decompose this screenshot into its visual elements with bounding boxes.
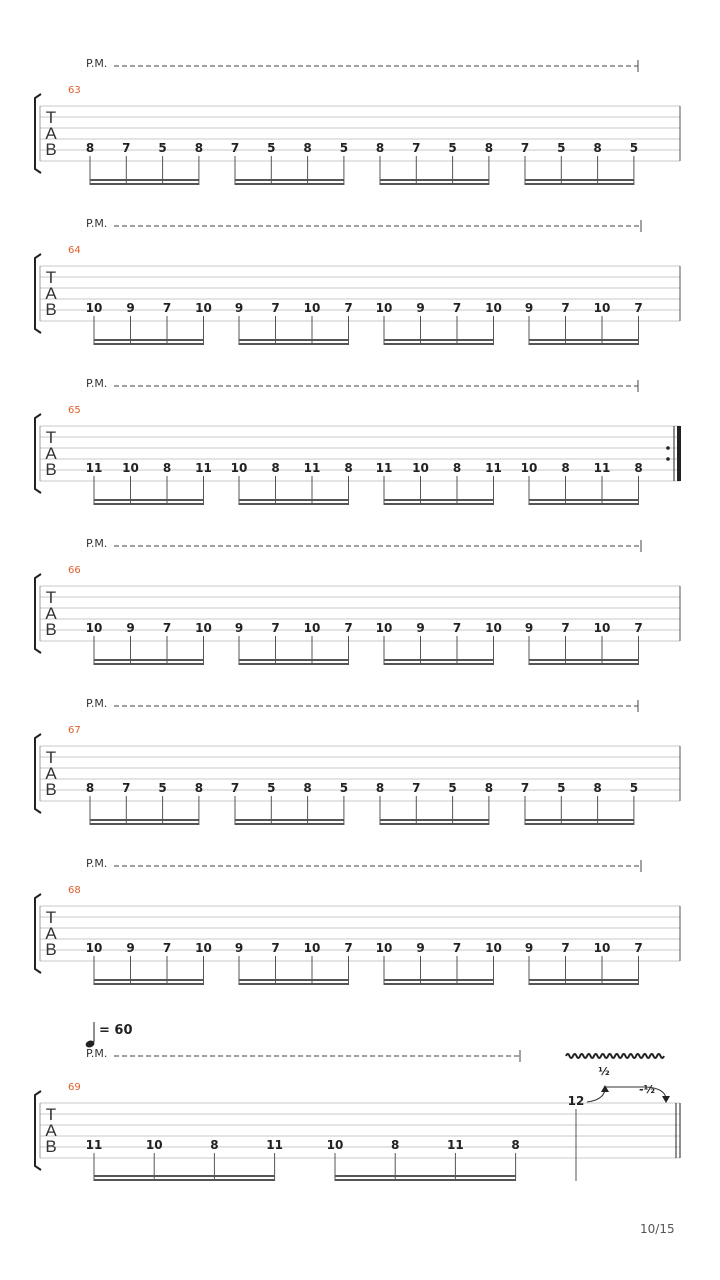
fret-number: 7: [520, 781, 530, 795]
fret-number: 10: [122, 461, 139, 475]
tab-letter-t: T: [45, 748, 57, 767]
fret-number: 9: [234, 621, 244, 635]
fret-number: 7: [412, 141, 421, 155]
fret-number: 11: [195, 461, 212, 475]
fret-number: 7: [344, 941, 353, 955]
fret-number: 10: [485, 621, 502, 635]
bend-up-label: ½: [598, 1065, 610, 1078]
fret-number: 7: [271, 621, 280, 635]
fret-number: 9: [234, 941, 244, 955]
fret-number: 10: [375, 941, 393, 955]
tempo-marking: = 60: [99, 1023, 133, 1038]
fret-number: 8: [375, 141, 385, 155]
tab-letter-a: A: [45, 1121, 57, 1140]
fret-number: 5: [557, 781, 566, 795]
tab-letter-a: A: [45, 284, 57, 303]
fret-number: 5: [557, 141, 566, 155]
fret-number: 8: [303, 141, 312, 155]
tab-letter-a: A: [45, 924, 57, 943]
fret-number: 8: [484, 141, 494, 155]
fret-number: 10: [303, 301, 321, 315]
measure-number: 67: [68, 725, 81, 736]
fret-number: 11: [85, 1138, 103, 1152]
system-68: [35, 857, 680, 985]
fret-number: 10: [485, 301, 502, 315]
fret-number: 8: [344, 461, 353, 475]
fret-number: 8: [634, 461, 643, 475]
tab-letter-t: T: [45, 1105, 57, 1124]
fret-number: 7: [162, 621, 172, 635]
fret-number: 9: [416, 941, 425, 955]
fret-number: 7: [634, 301, 643, 315]
fret-number: 10: [230, 461, 248, 475]
palm-mute-label: P.M.: [86, 697, 108, 710]
fret-number: 10: [145, 1138, 163, 1152]
bend-release-label: -½: [639, 1083, 655, 1096]
fret-number: 9: [126, 621, 135, 635]
tab-letter-a: A: [45, 604, 57, 623]
fret-number: 8: [271, 461, 280, 475]
fret-number: 9: [126, 301, 135, 315]
fret-number: 5: [267, 141, 276, 155]
palm-mute-label: P.M.: [86, 857, 108, 870]
fret-number: 11: [266, 1138, 283, 1152]
fret-number: 10: [520, 461, 538, 475]
fret-number: 11: [485, 461, 502, 475]
fret-number: 11: [593, 461, 611, 475]
fret-number: 8: [593, 141, 602, 155]
fret-number: 7: [452, 301, 462, 315]
fret-number: 5: [629, 141, 639, 155]
tab-letter-b: B: [45, 780, 57, 799]
fret-number: 7: [561, 301, 570, 315]
fret-number: 10: [593, 621, 611, 635]
fret-number: 7: [230, 141, 240, 155]
page-number: 10/15: [640, 1222, 675, 1236]
fret-number: 9: [524, 621, 534, 635]
fret-number: 7: [162, 301, 172, 315]
fret-number: 11: [303, 461, 321, 475]
fret-number: 5: [267, 781, 276, 795]
fret-number: 10: [412, 461, 429, 475]
fret-number: 11: [375, 461, 393, 475]
tab-letter-b: B: [45, 140, 57, 159]
palm-mute-label: P.M.: [86, 537, 108, 550]
fret-number: 7: [634, 941, 643, 955]
fret-number: 10: [375, 301, 393, 315]
fret-number: 7: [122, 141, 131, 155]
fret-number: 5: [339, 781, 349, 795]
fret-number: 9: [416, 301, 425, 315]
fret-number: 7: [452, 621, 462, 635]
fret-number: 7: [634, 621, 643, 635]
system-63: [35, 57, 680, 185]
tab-letter-a: A: [45, 444, 57, 463]
fret-number: 7: [122, 781, 131, 795]
tab-letter-b: B: [45, 940, 57, 959]
fret-number: 10: [85, 941, 103, 955]
fret-number: 10: [326, 1138, 344, 1152]
fret-number: 7: [344, 621, 353, 635]
fret-number: 10: [593, 941, 611, 955]
fret-number: 10: [593, 301, 611, 315]
palm-mute-label: P.M.: [86, 57, 108, 70]
tab-letter-t: T: [45, 588, 57, 607]
fret-number: 8: [162, 461, 172, 475]
fret-number: 9: [416, 621, 425, 635]
system-64: [35, 217, 680, 345]
fret-number: 8: [85, 781, 95, 795]
tab-letter-a: A: [45, 764, 57, 783]
tab-letter-b: B: [45, 1137, 57, 1156]
fret-number: 7: [412, 781, 421, 795]
tab-letter-b: B: [45, 620, 57, 639]
system-67: [35, 697, 680, 825]
fret-number: 9: [524, 301, 534, 315]
tab-letter-b: B: [45, 460, 57, 479]
fret-number: 5: [629, 781, 639, 795]
fret-number: 7: [561, 941, 570, 955]
system-69: [35, 1022, 680, 1181]
measure-number: 68: [68, 885, 81, 896]
tab-letter-t: T: [45, 108, 57, 127]
fret-number: 9: [126, 941, 135, 955]
fret-number: 10: [195, 941, 212, 955]
fret-number: 8: [511, 1138, 520, 1152]
fret-number: 10: [85, 621, 103, 635]
fret-number: 11: [447, 1138, 464, 1152]
fret-number: 9: [234, 301, 244, 315]
measure-number: 63: [68, 85, 81, 96]
fret-number: 5: [448, 141, 457, 155]
palm-mute-label: P.M.: [86, 377, 108, 390]
fret-number: 7: [271, 941, 280, 955]
fret-number: 10: [303, 941, 321, 955]
fret-number: 5: [339, 141, 349, 155]
fret-number: 10: [85, 301, 103, 315]
fret-number: 7: [230, 781, 240, 795]
tab-letter-t: T: [45, 908, 57, 927]
fret-number: 10: [195, 301, 212, 315]
fret-number: 11: [85, 461, 103, 475]
fret-number: 8: [194, 781, 204, 795]
bend-fret-number: 12: [567, 1094, 585, 1108]
measure-number: 65: [68, 405, 81, 416]
repeat-dot: [666, 457, 670, 461]
tab-letter-t: T: [45, 268, 57, 287]
fret-number: 7: [344, 301, 353, 315]
measure-number: 64: [68, 245, 81, 256]
fret-number: 8: [593, 781, 602, 795]
fret-number: 8: [375, 781, 385, 795]
fret-number: 5: [448, 781, 457, 795]
fret-number: 5: [158, 141, 167, 155]
repeat-dot: [666, 446, 670, 450]
fret-number: 10: [303, 621, 321, 635]
fret-number: 8: [561, 461, 570, 475]
fret-number: 8: [391, 1138, 400, 1152]
vibrato-wave: [566, 1054, 664, 1058]
fret-number: 9: [524, 941, 534, 955]
fret-number: 10: [195, 621, 212, 635]
fret-number: 5: [158, 781, 167, 795]
bend-arrow-up: [601, 1085, 609, 1092]
fret-number: 7: [520, 141, 530, 155]
system-65: [35, 377, 680, 505]
fret-number: 8: [303, 781, 312, 795]
tab-letter-a: A: [45, 124, 57, 143]
measure-number: 66: [68, 565, 81, 576]
palm-mute-label: P.M.: [86, 1047, 108, 1060]
tab-letter-b: B: [45, 300, 57, 319]
fret-number: 8: [85, 141, 95, 155]
fret-number: 7: [162, 941, 172, 955]
fret-number: 7: [561, 621, 570, 635]
fret-number: 8: [452, 461, 462, 475]
fret-number: 7: [271, 301, 280, 315]
fret-number: 10: [485, 941, 502, 955]
fret-number: 8: [210, 1138, 219, 1152]
fret-number: 8: [484, 781, 494, 795]
fret-number: 10: [375, 621, 393, 635]
fret-number: 7: [452, 941, 462, 955]
tab-letter-t: T: [45, 428, 57, 447]
measure-number: 69: [68, 1082, 81, 1093]
release-arrow-down: [662, 1096, 670, 1103]
system-66: [35, 537, 680, 665]
fret-number: 8: [194, 141, 204, 155]
palm-mute-label: P.M.: [86, 217, 108, 230]
